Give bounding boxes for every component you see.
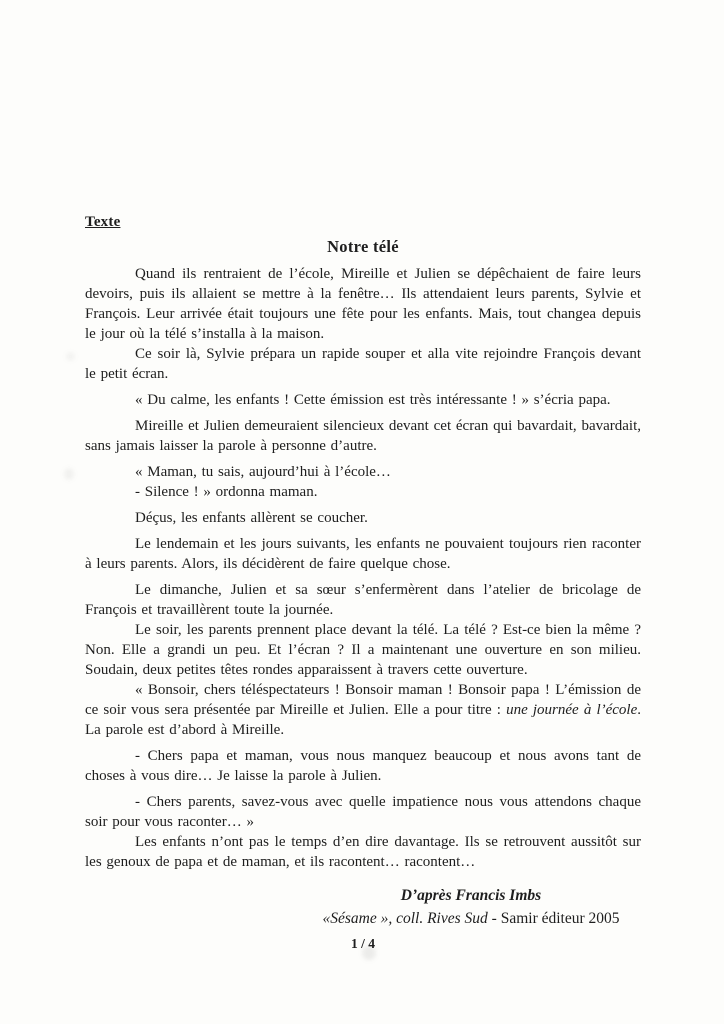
text-segment: Déçus, les enfants allèrent se coucher. [135,510,368,526]
attribution-source-publisher: Samir éditeur 2005 [496,910,620,927]
text-segment: Ce soir là, Sylvie prépara un rapide souper et alla vite rejoindre François devant le petit écran. [85,346,641,382]
attribution-author: D’après Francis Imbs [400,887,542,904]
text-segment: Mireille et Julien demeuraient silencieux devant cet écran qui bavardait, bavardait, sans jamais laisser la parole à personne d’autre. [85,418,641,454]
attribution-source [271,908,671,929]
paragraph [85,580,641,620]
text-section-label: Texte [85,214,121,230]
text-segment: Les enfants n’ont pas le temps d’en dire davantage. Ils se retrouvent aussitôt sur les genoux de papa et de maman, et ils racontent… racontent… [85,834,641,870]
paragraph [85,416,641,456]
paragraph [85,746,641,786]
scan-smudge [66,352,75,361]
text-segment: « Maman, tu sais, aujourd’hui à l’école… [135,464,391,480]
paragraph [85,620,641,680]
paragraph [85,344,641,384]
italic-text-segment: une journée à l’école [506,702,638,718]
text-segment: Le soir, les parents prennent place devant la télé. La télé ? Est-ce bien la même ? Non. Elle a grandi un peu. Et l’écran ? Il a maintenant une ouverture en son milieu. Soudain, deux petites têtes rondes apparaissent à travers cette ouverture. [85,622,641,678]
paragraph [85,264,641,344]
document-title: Notre télé [327,237,399,256]
attribution-block [271,885,671,929]
paragraph-list [85,264,641,872]
paragraph [85,462,641,482]
paragraph [85,508,641,528]
text-segment: Le dimanche, Julien et sa sœur s’enfermèrent dans l’atelier de bricolage de François et travaillèrent toute la journée. [85,582,641,618]
text-segment: « Du calme, les enfants ! Cette émission est très intéressante ! » s’écria papa. [135,392,611,408]
text-segment: Quand ils rentraient de l’école, Mireille et Julien se dépêchaient de faire leurs devoirs, puis ils allaient se mettre à la fenêtre… Ils attendaient leurs parents, Sylvie et François. Leur arrivée était toujours une fête pour les enfants. Mais, tout changea depuis le jour où la télé s’installa à la maison. [85,266,641,342]
paragraph [85,832,641,872]
text-segment: « Bonsoir, chers téléspectateurs ! Bonsoir maman ! Bonsoir papa ! L’émission de ce soir vous sera présentée par Mireille et Julien. Elle a pour titre : [85,682,641,718]
text-segment: Le lendemain et les jours suivants, les enfants ne pouvaient toujours rien raconter à leurs parents. Alors, ils décidèrent de faire quelque chose. [85,536,641,572]
text-segment: - Chers papa et maman, vous nous manquez beaucoup et nous avons tant de choses à vous dire… Je laisse la parole à Julien. [85,748,641,784]
text-segment: - Silence ! » ordonna maman. [135,484,318,500]
paragraph [85,534,641,574]
attribution-source-title: «Sésame », coll. Rives Sud - [322,910,497,927]
paragraph [85,680,641,740]
paragraph [85,792,641,832]
scan-smudge [362,946,376,960]
page-number: 1 / 4 [350,936,375,951]
document-content [85,212,641,954]
text-segment: . La parole est d’abord à Mireille. [85,702,641,738]
scan-smudge [64,468,74,480]
text-segment: - Chers parents, savez-vous avec quelle impatience nous vous attendons chaque soir pour vous raconter… » [85,794,641,830]
paragraph [85,390,641,410]
paragraph [85,482,641,502]
